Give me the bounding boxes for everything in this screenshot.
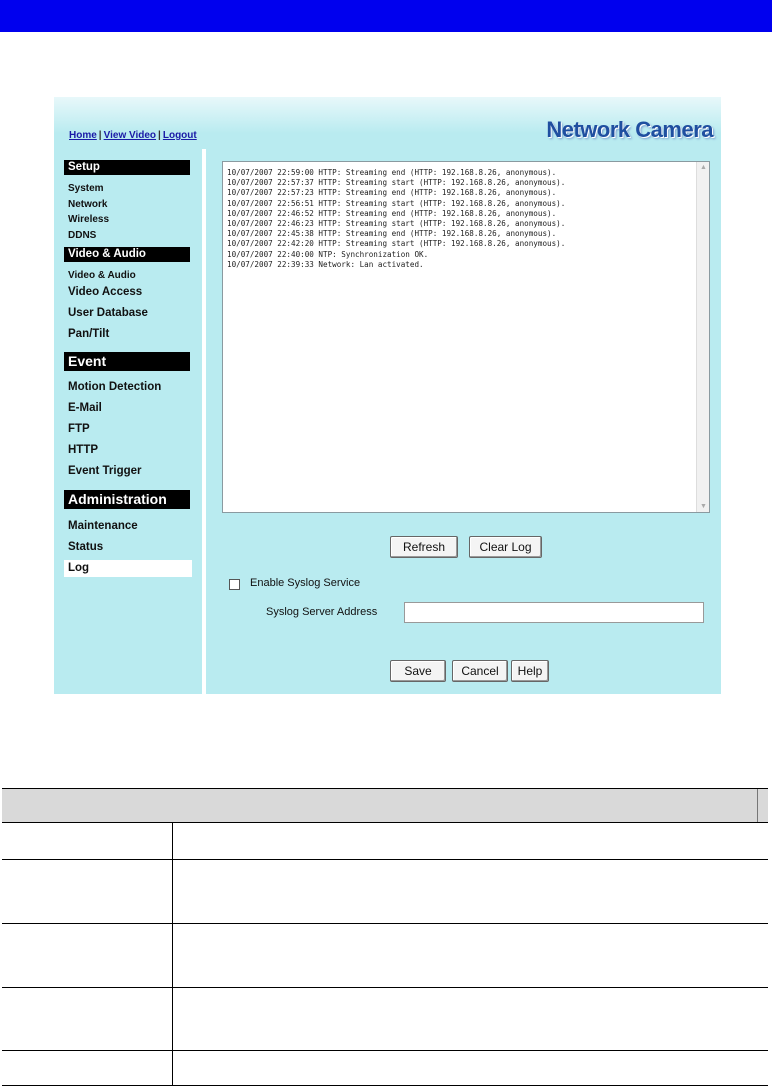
table-cell	[2, 924, 173, 988]
sidebar-item-log[interactable]: Log	[64, 560, 192, 577]
table-header-row	[2, 789, 768, 823]
log-line: 10/07/2007 22:39:33 Network: Lan activated.	[227, 259, 424, 269]
table-cell	[2, 823, 173, 860]
sidebar-item-email[interactable]: E-Mail	[68, 402, 102, 414]
table-header-cell	[2, 789, 768, 823]
sidebar-heading-event: Event	[64, 352, 190, 371]
top-nav	[69, 130, 197, 141]
syslog-address-input[interactable]	[404, 602, 704, 623]
sidebar-item-network[interactable]: Network	[68, 199, 108, 210]
scroll-down-icon[interactable]: ▼	[700, 503, 707, 510]
top-color-bar	[0, 0, 772, 32]
log-line: 10/07/2007 22:42:20 HTTP: Streaming start (HTTP: 192.168.8.26, anonymous).	[227, 239, 566, 249]
table-row	[2, 1051, 768, 1086]
log-lines	[227, 168, 565, 270]
sidebar-item-user-database[interactable]: User Database	[68, 307, 148, 319]
log-line: 10/07/2007 22:46:23 HTTP: Streaming start (HTTP: 192.168.8.26, anonymous).	[227, 219, 566, 229]
table-cell	[173, 1051, 769, 1086]
help-button[interactable]: Help	[511, 660, 549, 682]
logout-link[interactable]: Logout	[162, 130, 197, 141]
enable-syslog-label: Enable Syslog Service	[250, 577, 361, 589]
sidebar-item-http[interactable]: HTTP	[68, 444, 99, 456]
sidebar-item-ftp[interactable]: FTP	[68, 423, 90, 435]
table-cell	[2, 860, 173, 924]
scroll-up-icon[interactable]: ▲	[700, 164, 707, 171]
sidebar-heading-administration: Administration	[64, 490, 190, 509]
table-cell	[173, 860, 769, 924]
log-line: 10/07/2007 22:56:51 HTTP: Streaming start (HTTP: 192.168.8.26, anonymous).	[227, 198, 566, 208]
nav-separator: |	[98, 130, 102, 141]
sidebar-divider	[202, 149, 206, 694]
nav-separator: |	[158, 130, 161, 141]
clear-log-button[interactable]: Clear Log	[469, 536, 542, 558]
enable-syslog-checkbox[interactable]	[229, 579, 240, 590]
sidebar-item-event-trigger[interactable]: Event Trigger	[68, 465, 142, 477]
sidebar-item-pan-tilt[interactable]: Pan/Tilt	[68, 328, 110, 340]
log-line: 10/07/2007 22:59:00 HTTP: Streaming end (HTTP: 192.168.8.26, anonymous).	[227, 168, 557, 177]
syslog-address-label: Syslog Server Address	[266, 606, 378, 618]
header	[54, 97, 721, 149]
home-link[interactable]: Home	[69, 130, 97, 141]
sidebar-item-video-access[interactable]: Video Access	[68, 286, 143, 298]
table-cell	[2, 1051, 173, 1086]
table-row	[2, 823, 768, 860]
table-cell	[2, 988, 173, 1051]
sidebar-item-status[interactable]: Status	[68, 541, 104, 553]
description-table	[2, 788, 768, 1086]
save-button[interactable]: Save	[390, 660, 446, 682]
refresh-button[interactable]: Refresh	[390, 536, 458, 558]
log-textarea[interactable]	[222, 161, 710, 513]
table-cell	[173, 988, 769, 1051]
table-row	[2, 924, 768, 988]
view-video-link[interactable]: View Video	[103, 130, 157, 141]
sidebar-item-motion-detection[interactable]: Motion Detection	[68, 381, 162, 393]
sidebar-item-maintenance[interactable]: Maintenance	[68, 520, 138, 532]
table-cell	[173, 823, 769, 860]
log-line: 10/07/2007 22:57:37 HTTP: Streaming start (HTTP: 192.168.8.26, anonymous).	[227, 178, 566, 188]
sidebar-item-wireless[interactable]: Wireless	[68, 214, 110, 225]
table-cell	[173, 924, 769, 988]
cancel-button[interactable]: Cancel	[452, 660, 508, 682]
table-row	[2, 988, 768, 1051]
log-line: 10/07/2007 22:57:23 HTTP: Streaming end (HTTP: 192.168.8.26, anonymous).	[227, 188, 557, 198]
log-line: 10/07/2007 22:46:52 HTTP: Streaming end (HTTP: 192.168.8.26, anonymous).	[227, 208, 557, 218]
camera-web-ui	[54, 97, 721, 694]
sidebar-heading-video-audio: Video & Audio	[64, 247, 190, 262]
log-scrollbar[interactable]	[696, 162, 709, 512]
table-row	[2, 860, 768, 924]
sidebar-item-system[interactable]: System	[68, 183, 104, 194]
sidebar-item-ddns[interactable]: DDNS	[68, 230, 97, 241]
log-line: 10/07/2007 22:40:00 NTP: Synchronization OK.	[227, 249, 429, 259]
sidebar	[54, 149, 202, 694]
sidebar-item-video-audio[interactable]: Video & Audio	[68, 270, 136, 281]
brand-logo: Network Camera	[546, 117, 713, 142]
log-line: 10/07/2007 22:45:38 HTTP: Streaming end (HTTP: 192.168.8.26, anonymous).	[227, 229, 557, 239]
sidebar-heading-setup: Setup	[64, 160, 190, 175]
